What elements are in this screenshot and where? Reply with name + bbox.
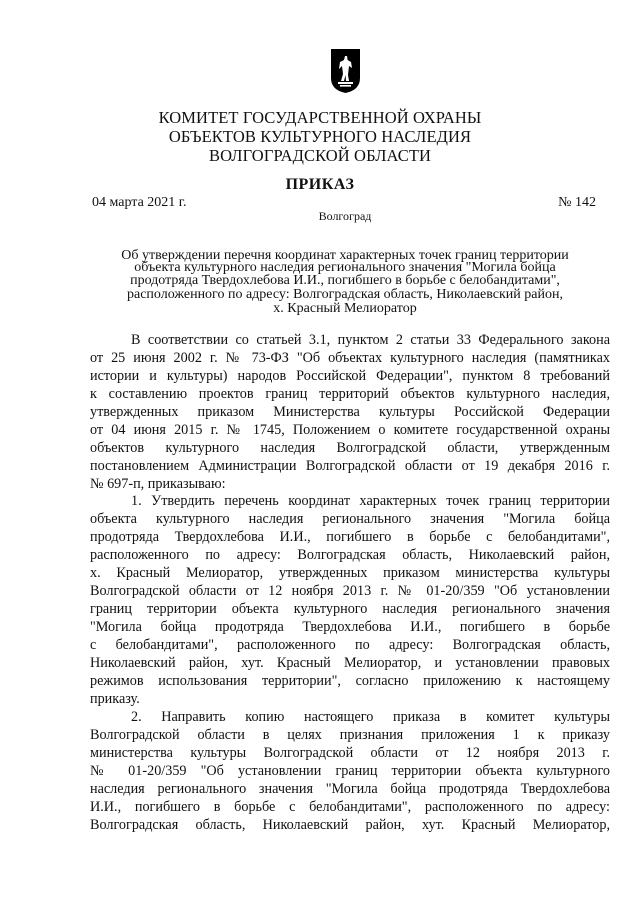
body-line: к составлению проектов границ территорий объектов культурного наследия,: [90, 386, 610, 402]
body-line: "Могила бойца продотряда Твердохлебова И.И., погибшего в борьбе: [90, 619, 610, 635]
body-line: 2. Направить копию настоящего приказа в комитет культуры: [131, 709, 610, 725]
volgograd-emblem-icon: [330, 48, 361, 94]
body-line: объекта культурного наследия регионального значения "Могила бойца: [90, 511, 610, 527]
body-line: министерства культуры Волгоградской области от 12 ноября 2013 г.: [90, 745, 610, 761]
body-line: объектов культурного наследия Волгоградской области, утвержденным: [90, 440, 610, 456]
body-line: от 04 июня 2015 г. № 1745, Положением о комитете государственной охраны: [90, 422, 610, 438]
document-type: ПРИКАЗ: [285, 176, 355, 193]
body-line: истории и культуры) народов Российской Федерации", пунктом 8 требований: [90, 368, 610, 384]
body-line: 1. Утвердить перечень координат характерных точек границ территории: [131, 493, 610, 509]
body-line: И.И., погибшего в борьбе с белобандитами", расположенного по адресу:: [90, 799, 610, 815]
body-line: Николаевский район, хут. Красный Мелиоратор, и установлении правовых: [90, 655, 610, 671]
body-line: постановлением Администрации Волгоградской области от 19 декабря 2016 г.: [90, 458, 610, 474]
body-line: Волгоградской области в целях признания приложения 1 к приказу: [90, 727, 610, 743]
org-name-line-3: ВОЛГОГРАДСКОЙ ОБЛАСТИ: [208, 146, 432, 165]
body-line: утвержденных приказом Министерства культуры Российской Федерации: [90, 404, 610, 420]
document-number: № 142: [558, 195, 596, 210]
body-line: от 25 июня 2002 г. № 73-ФЗ "Об объектах культурного наследия (памятниках: [90, 350, 610, 366]
body-line: приказу.: [90, 691, 140, 707]
org-name-line-1: КОМИТЕТ ГОСУДАРСТВЕННОЙ ОХРАНЫ: [158, 108, 482, 127]
title-line: х. Красный Мелиоратор: [273, 301, 417, 316]
body-line: № 697-п, приказываю:: [90, 476, 226, 492]
title-line: объекта культурного наследия регионального значения "Могила бойца: [134, 260, 556, 275]
title-line: продотряда Твердохлебова И.И., погибшего в борьбе с белобандитами",: [130, 273, 560, 288]
document-city: Волгоград: [318, 209, 372, 223]
title-line: Об утверждении перечня координат характерных точек границ территории: [121, 248, 569, 263]
body-line: х. Красный Мелиоратор, утвержденных приказом министерства культуры: [90, 565, 610, 581]
title-line: расположенного по адресу: Волгоградская область, Николаевский район,: [127, 287, 563, 302]
body-line: № 01-20/359 "Об установлении границ территории объекта культурного: [90, 763, 610, 779]
body-line: В соответствии со статьей 3.1, пунктом 2 статьи 33 Федерального закона: [131, 332, 610, 348]
body-line: границ территории объекта культурного наследия регионального значения: [90, 601, 610, 617]
body-line: режимов использования территории", согласно приложению к настоящему: [90, 673, 610, 689]
body-line: расположенного по адресу: Волгоградская область, Николаевский район,: [90, 547, 610, 563]
org-name-line-2: ОБЪЕКТОВ КУЛЬТУРНОГО НАСЛЕДИЯ: [168, 127, 472, 146]
document-date: 04 марта 2021 г.: [92, 195, 187, 210]
body-line: наследия регионального значения "Могила бойца продотряда Твердохлебова: [90, 781, 610, 797]
body-line: Волгоградская область, Николаевский район, хут. Красный Мелиоратор,: [90, 817, 610, 833]
body-line: продотряда Твердохлебова И.И., погибшего в борьбе с белобандитами",: [90, 529, 610, 545]
body-line: с белобандитами", расположенного по адресу: Волгоградская область,: [90, 637, 610, 653]
body-line: Волгоградской области от 12 ноября 2013 г. № 01-20/359 "Об установлении: [90, 583, 610, 599]
